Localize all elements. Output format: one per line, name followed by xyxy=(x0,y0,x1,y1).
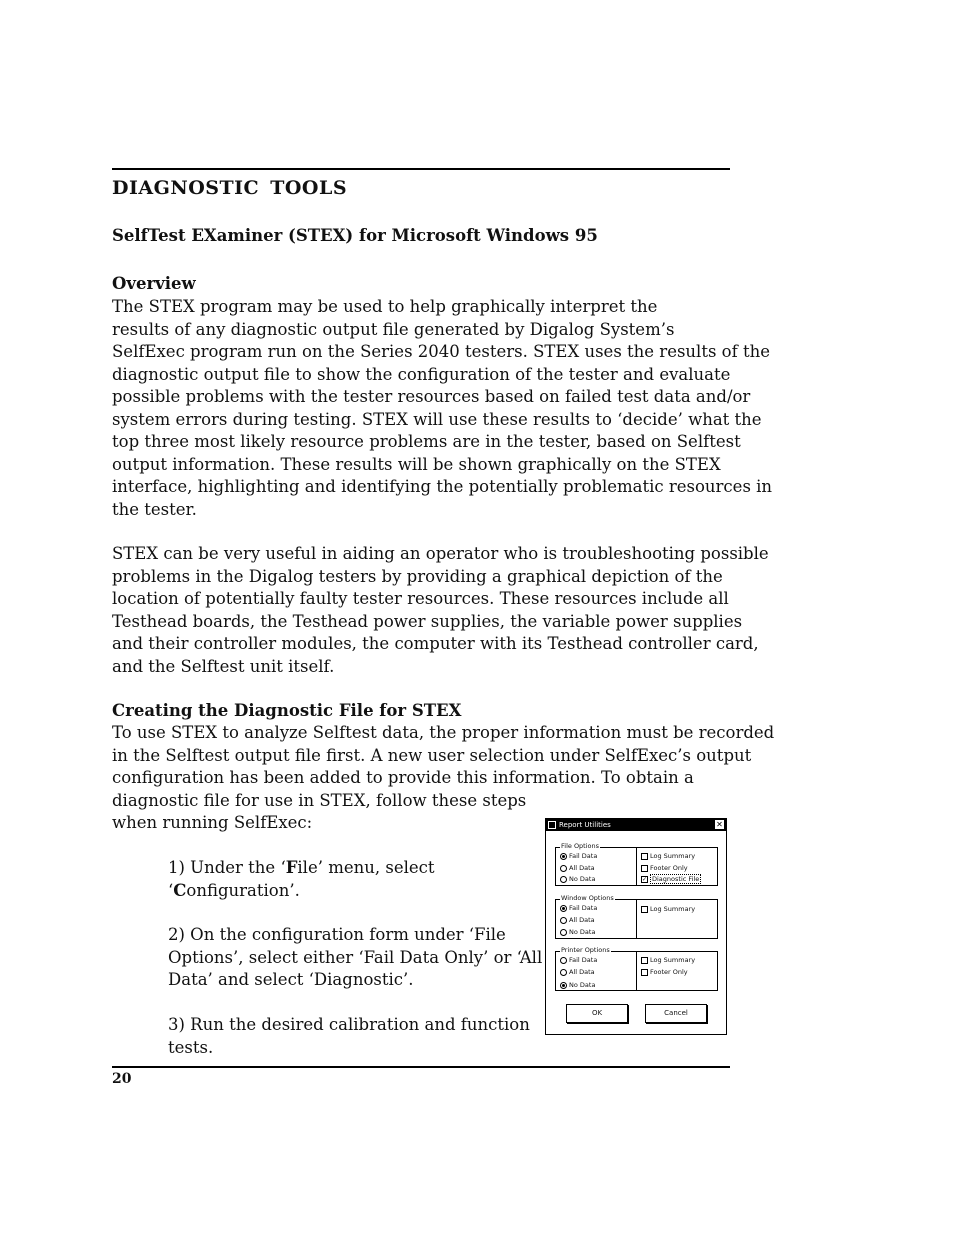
printer-all-data-radio[interactable] xyxy=(560,968,595,976)
option-label: No Data xyxy=(569,928,596,936)
text-line: 2) On the configuration form under ‘File xyxy=(168,925,506,944)
radio-selected-icon xyxy=(560,853,567,860)
text-line: and the Selftest unit itself. xyxy=(112,656,335,676)
text-line: To use STEX to analyze Selftest data, the proper information must be recorded xyxy=(112,723,775,742)
text-line: and their controller modules, the computer with its Testhead controller card, xyxy=(112,634,759,653)
option-label: Footer Only xyxy=(650,968,688,976)
dialog-title: Report Utilities xyxy=(559,821,611,829)
printer-no-data-radio[interactable] xyxy=(560,981,595,989)
text-line: configuration has been added to provide this information. To obtain a xyxy=(112,768,694,787)
radio-icon xyxy=(560,969,567,976)
document-subtitle: SelfTest EXaminer (STEX) for Microsoft Windows 95 xyxy=(112,226,598,245)
option-label: Fail Data xyxy=(569,852,598,860)
option-label: No Data xyxy=(569,875,596,883)
file-options-group xyxy=(555,842,718,886)
usefulness-paragraph xyxy=(112,543,769,678)
option-label: Fail Data xyxy=(569,904,598,912)
creating-heading: Creating the Diagnostic File for STEX xyxy=(112,701,462,720)
radio-selected-icon xyxy=(560,982,567,989)
step-3 xyxy=(168,1014,530,1059)
file-footer-only-checkbox[interactable] xyxy=(641,864,688,872)
top-rule xyxy=(112,168,730,170)
text-line xyxy=(168,857,435,880)
text-line: in the Selftest output file first. A new user selection under SelfExec’s output xyxy=(112,745,752,765)
text-line: STEX can be very useful in aiding an operator who is troubleshooting possible xyxy=(112,544,769,563)
section-title: DIAGNOSTIC TOOLS xyxy=(112,177,348,199)
group-divider xyxy=(636,848,637,885)
window-no-data-radio[interactable] xyxy=(560,928,595,936)
window-all-data-radio[interactable] xyxy=(560,916,595,924)
group-legend: Printer Options xyxy=(561,946,610,954)
window-fail-data-radio[interactable] xyxy=(560,904,597,912)
file-diagnostic-file-checkbox[interactable] xyxy=(641,875,701,883)
text-fragment: onfiguration’. xyxy=(186,880,300,900)
text-line: diagnostic file for use in STEX, follow these steps xyxy=(112,790,527,810)
overview-paragraph xyxy=(112,296,773,521)
checkbox-icon xyxy=(641,853,648,860)
option-label: No Data xyxy=(569,981,596,989)
menu-key: C xyxy=(173,880,187,900)
option-label: Log Summary xyxy=(650,956,696,964)
text-line: when running SelfExec: xyxy=(112,813,313,832)
radio-icon xyxy=(560,865,567,872)
text-line: top three most likely resource problems are in the tester, based on Selftest xyxy=(112,432,741,451)
option-label: All Data xyxy=(569,864,595,872)
file-no-data-radio[interactable] xyxy=(560,875,595,883)
radio-icon xyxy=(560,957,567,964)
text-line: Testhead boards, the Testhead power supplies, the variable power supplies xyxy=(112,611,743,631)
window-options-group xyxy=(555,894,718,939)
text-line: SelfExec program run on the Series 2040 testers. STEX uses the results of the xyxy=(112,342,770,361)
cancel-button[interactable]: Cancel xyxy=(645,1004,707,1023)
group-legend: Window Options xyxy=(561,894,614,902)
window-log-summary-checkbox[interactable] xyxy=(641,905,695,913)
text-line: location of potentially faulty tester resources. These resources include all xyxy=(112,589,729,608)
text-line: tests. xyxy=(168,1037,214,1057)
option-label: Log Summary xyxy=(650,905,696,913)
option-label: Fail Data xyxy=(569,956,598,964)
text-line: problems in the Digalog testers by providing a graphical depiction of the xyxy=(112,566,723,586)
printer-options-group xyxy=(555,946,718,991)
group-divider xyxy=(636,900,637,938)
text-line: the tester. xyxy=(112,499,197,519)
text-line xyxy=(168,880,435,903)
printer-log-summary-checkbox[interactable] xyxy=(641,956,695,964)
checkbox-icon xyxy=(641,906,648,913)
file-fail-data-radio[interactable] xyxy=(560,852,597,860)
text-line: system errors during testing. STEX will use these results to ‘decide’ what the xyxy=(112,409,762,429)
report-utilities-dialog xyxy=(545,818,727,1035)
bottom-rule xyxy=(112,1066,730,1068)
radio-icon xyxy=(560,876,567,883)
text-line: Options’, select either ‘Fail Data Only’ or ‘All xyxy=(168,947,543,967)
radio-icon xyxy=(560,929,567,936)
step-2 xyxy=(168,924,542,992)
text-line: interface, highlighting and identifying the potentially problematic resources in xyxy=(112,477,773,496)
checkbox-checked-icon: ✓ xyxy=(642,875,648,883)
option-label: All Data xyxy=(569,968,595,976)
text-line: 3) Run the desired calibration and function xyxy=(168,1015,530,1034)
text-line: output information. These results will be shown graphically on the STEX xyxy=(112,454,721,474)
radio-icon xyxy=(560,917,567,924)
checkbox-icon xyxy=(641,957,648,964)
text-line: possible problems with the tester resources based on failed test data and/or xyxy=(112,387,751,406)
printer-footer-only-checkbox[interactable] xyxy=(641,968,688,976)
file-log-summary-checkbox[interactable] xyxy=(641,852,695,860)
radio-selected-icon xyxy=(560,905,567,912)
text-line: results of any diagnostic output file generated by Digalog System’s xyxy=(112,319,675,339)
checkbox-icon xyxy=(641,969,648,976)
text-fragment: ‘ xyxy=(168,880,174,900)
close-icon[interactable]: ✕ xyxy=(716,820,723,829)
app-icon xyxy=(548,821,556,829)
overview-heading: Overview xyxy=(112,274,196,293)
group-legend: File Options xyxy=(561,842,600,850)
ok-button[interactable]: OK xyxy=(566,1004,628,1023)
option-label: All Data xyxy=(569,916,595,924)
page-number: 20 xyxy=(112,1071,132,1087)
option-label: Log Summary xyxy=(650,852,696,860)
text-line: Data’ and select ‘Diagnostic’. xyxy=(168,970,414,989)
group-divider xyxy=(636,952,637,990)
menu-key: F xyxy=(285,858,298,877)
printer-fail-data-radio[interactable] xyxy=(560,956,597,964)
dialog-titlebar xyxy=(546,819,726,831)
option-label: Footer Only xyxy=(650,864,688,872)
checkbox-icon xyxy=(641,865,648,872)
step-1 xyxy=(168,857,435,902)
option-label: Diagnostic File xyxy=(652,875,700,883)
text-fragment: ile’ menu, select xyxy=(297,858,435,877)
file-all-data-radio[interactable] xyxy=(560,864,595,872)
text-line: The STEX program may be used to help graphically interpret the xyxy=(112,297,658,316)
text-fragment: 1) Under the ‘ xyxy=(168,858,286,877)
text-line: diagnostic output file to show the configuration of the tester and evaluate xyxy=(112,364,731,384)
